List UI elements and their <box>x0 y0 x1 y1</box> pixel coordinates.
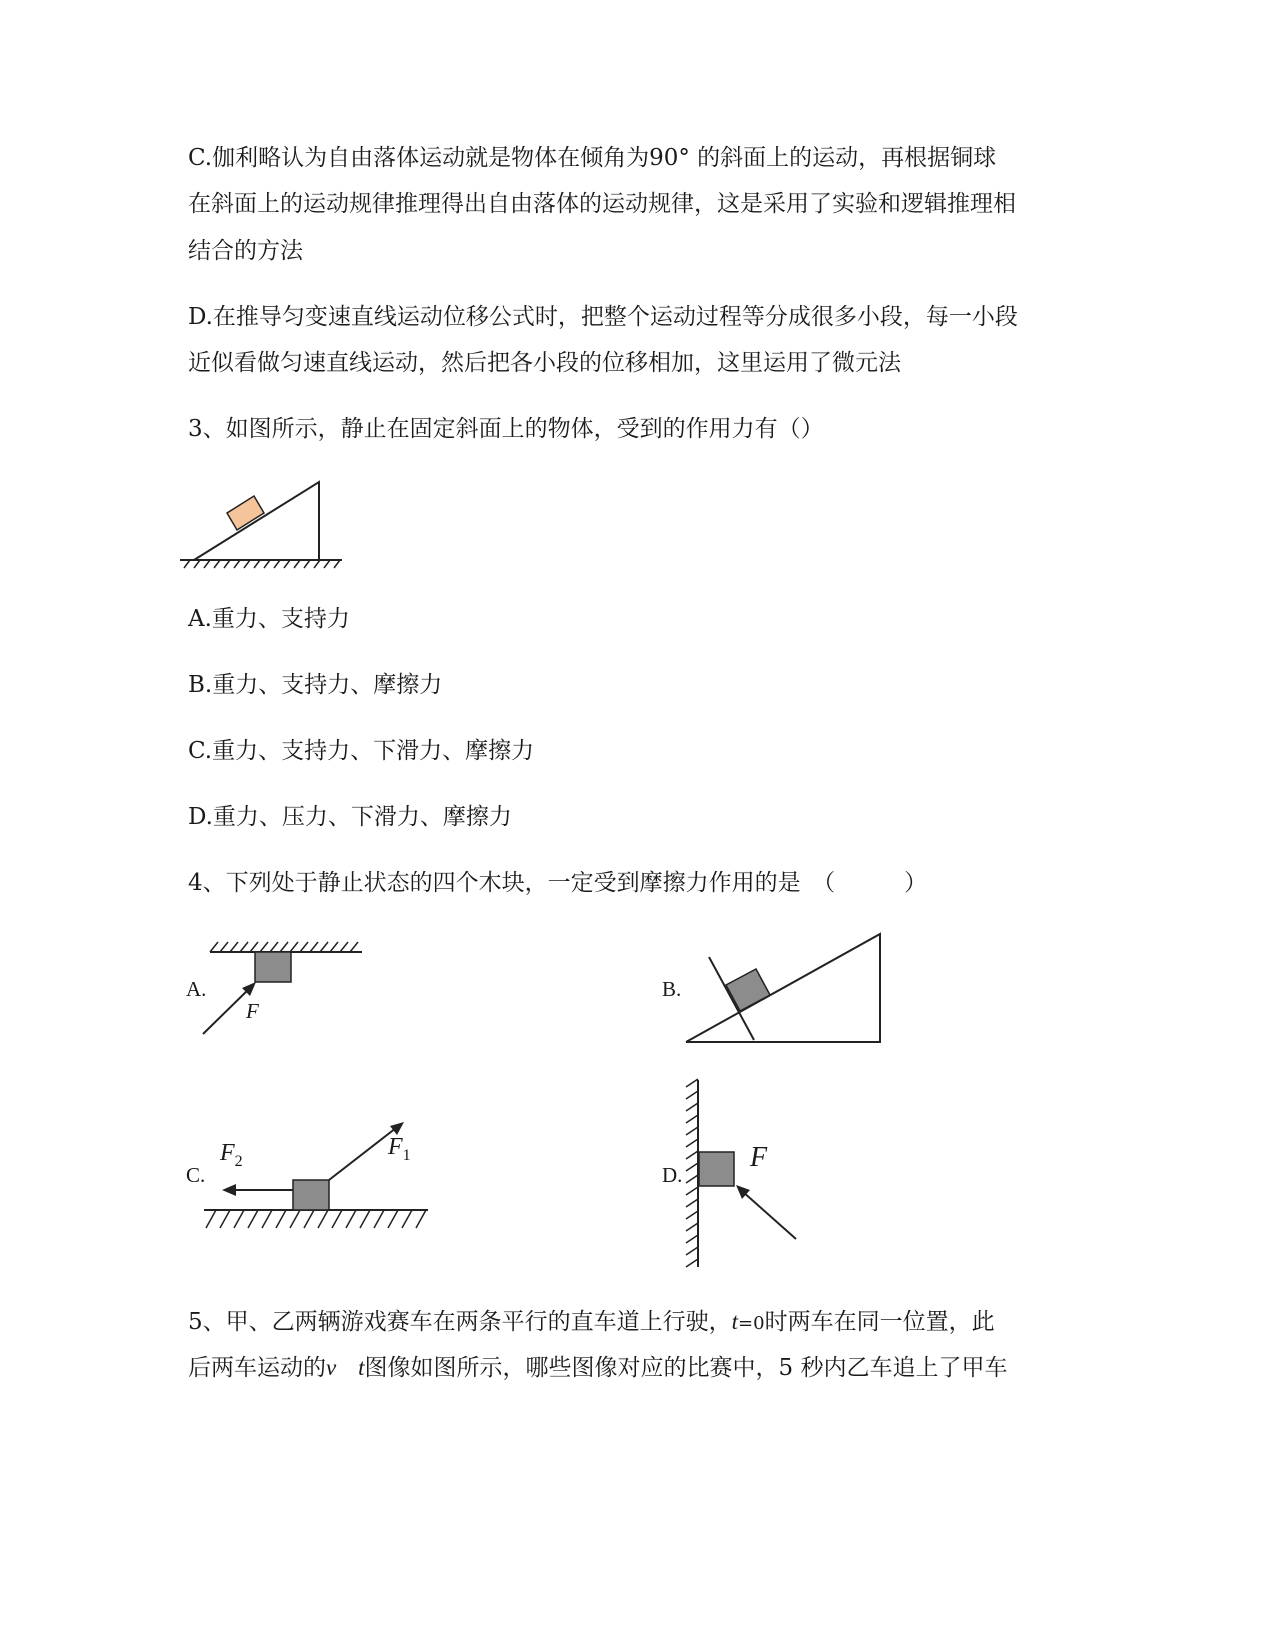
q3-incline-figure <box>180 480 350 570</box>
q5-line1-rest: 时两车在同一位置，此 <box>764 1309 995 1335</box>
force-f1-shaft <box>329 1128 396 1180</box>
q4-label-d: D. <box>662 1163 683 1187</box>
q4-figure-d <box>680 1075 800 1275</box>
q2-option-d-line2: 近似看做匀速直线运动，然后把各小段的位移相加，这里运用了微元法 <box>188 350 901 376</box>
q4-label-b: B. <box>662 977 682 1001</box>
q5-line1-text: 5、甲、乙两辆游戏赛车在两条平行的直车道上行驶， <box>188 1309 732 1335</box>
wall-hatching <box>686 1079 698 1267</box>
block <box>227 496 264 530</box>
q4-figure-a <box>200 940 380 1050</box>
block <box>699 1152 734 1186</box>
force-f2-head <box>222 1184 236 1196</box>
q4-a-force-label: F <box>246 999 259 1023</box>
q3-option-d: D.重力、压力、下滑力、摩擦力 <box>188 804 512 830</box>
q4-figure-c <box>200 1110 440 1240</box>
ground-hatching <box>184 560 340 568</box>
block <box>255 952 291 982</box>
q5-v-var: v <box>326 1355 337 1380</box>
q5-line1 <box>188 1307 995 1339</box>
q2-option-c-line2: 在斜面上的运动规律推理得出自由落体的运动规律，这是采用了实验和逻辑推理相 <box>188 191 1016 217</box>
q3-stem: 3、如图所示，静止在固定斜面上的物体，受到的作用力有（） <box>188 416 824 442</box>
q4-c-f2-subscript: 2 <box>234 1152 243 1170</box>
q4-label-a: A. <box>186 977 207 1001</box>
q4-label-c: C. <box>186 1163 206 1187</box>
incline <box>194 482 319 560</box>
force-arrow-shaft <box>203 986 252 1034</box>
q5-line2-rest: 图像如图所示，哪些图像对应的比赛中，5 秒内乙车追上了甲车 <box>364 1355 1008 1381</box>
q5-t-axis-var: t <box>358 1355 365 1380</box>
q4-c-f1-label: $F_1$ <box>388 1134 411 1164</box>
q4-c-f2-label: $F_2$ <box>220 1140 243 1170</box>
q4-stem: 4、下列处于静止状态的四个木块，一定受到摩擦力作用的是 （ ） <box>188 870 928 896</box>
block <box>293 1180 329 1210</box>
q5-t-eq: =0 <box>738 1313 765 1334</box>
q4-figure-b <box>684 932 894 1047</box>
block <box>726 969 770 1011</box>
q2-option-d-line1: D.在推导匀变速直线运动位移公式时，把整个运动过程等分成很多小段，每一小段 <box>188 304 1018 330</box>
q3-option-a: A.重力、支持力 <box>188 606 350 632</box>
ceiling-hatching <box>210 942 358 952</box>
q3-option-c: C.重力、支持力、下滑力、摩擦力 <box>188 738 535 764</box>
ground-hatching <box>206 1210 426 1228</box>
incline <box>686 934 880 1042</box>
q3-option-b: B.重力、支持力、摩擦力 <box>188 672 443 698</box>
q4-d-force-label: F <box>750 1142 768 1173</box>
q4-c-f1-subscript: 1 <box>402 1146 411 1164</box>
force-arrow-shaft <box>742 1191 796 1239</box>
q5-line2-pre: 后两车运动的 <box>188 1355 326 1381</box>
q5-line2 <box>188 1353 1008 1383</box>
q5-t-var: t <box>731 1309 739 1334</box>
q2-option-c-line3: 结合的方法 <box>188 238 303 264</box>
q2-option-c-line1: C.伽利略认为自由落体运动就是物体在倾角为90° 的斜面上的运动，再根据铜球 <box>188 145 997 171</box>
